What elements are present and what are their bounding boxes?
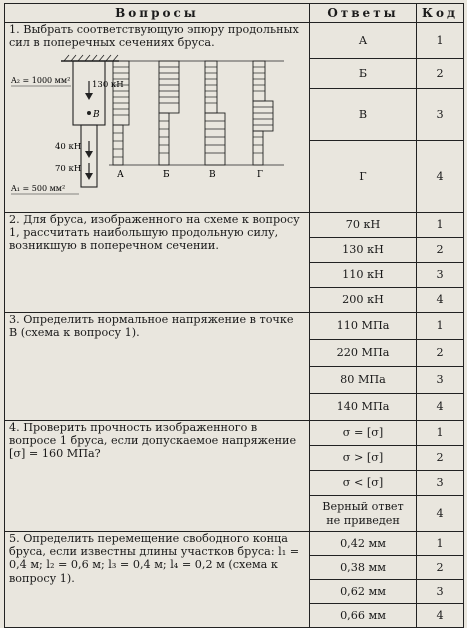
header-row: [5, 4, 464, 23]
q4-answer-1[interactable]: σ = [σ]: [310, 421, 417, 446]
q4-text: 4. Проверить прочность изображенного в вопросе 1 бруса, если допускаемое напряжение [σ] = 160 МПа?: [9, 421, 297, 461]
q4-code-1: 1: [417, 421, 464, 446]
q2-row-1: [5, 213, 464, 238]
q1-text: 1. Выбрать соответствующую эпюру продольных сил в поперечных сечениях бруса.: [9, 23, 299, 50]
q3-answer-1[interactable]: 110 МПа: [310, 313, 417, 340]
q3-code-3: 3: [417, 367, 464, 394]
q1-cell: [5, 23, 310, 213]
q1-code-4: 4: [417, 141, 464, 213]
diagram-b-label: Б: [163, 170, 170, 181]
q2-answer-4[interactable]: 200 кН: [310, 288, 417, 313]
q4-answer-4[interactable]: Верный ответ не приведен: [310, 496, 417, 532]
q2-answer-3[interactable]: 110 кН: [310, 263, 417, 288]
area-a1-label: A₁ = 500 мм²: [11, 184, 66, 194]
q2-code-4: 4: [417, 288, 464, 313]
q5-answer-2[interactable]: 0,38 мм: [310, 556, 417, 580]
q5-answer-4[interactable]: 0,66 мм: [310, 604, 417, 628]
q4-row-1: [5, 421, 464, 446]
force-130-label: 130 кН: [92, 80, 124, 91]
q2-text: 2. Для бруса, изображенного на схеме к вопросу 1, рассчитать наибольшую продольную силу, возникшую в поперечном сечении.: [9, 213, 300, 253]
diagram-a: [113, 61, 129, 165]
q1-answer-1[interactable]: А: [310, 23, 417, 59]
q2-answer-1[interactable]: 70 кН: [310, 213, 417, 238]
q3-cell: [5, 313, 310, 421]
q5-answer-3[interactable]: 0,62 мм: [310, 580, 417, 604]
q1-code-2: 2: [417, 59, 464, 89]
diagram-v: [205, 61, 225, 165]
q5-code-2: 2: [417, 556, 464, 580]
q5-code-4: 4: [417, 604, 464, 628]
q4-code-4: 4: [417, 496, 464, 532]
q2-answer-2[interactable]: 130 кН: [310, 238, 417, 263]
q4-code-3: 3: [417, 471, 464, 496]
q3-code-2: 2: [417, 340, 464, 367]
q3-answer-4[interactable]: 140 МПа: [310, 394, 417, 421]
q5-row-1: [5, 532, 464, 556]
q1-answer-4[interactable]: Г: [310, 141, 417, 213]
q2-code-3: 3: [417, 263, 464, 288]
area-a2-label: A₂ = 1000 мм²: [11, 76, 71, 86]
force-70-label: 70 кН: [55, 164, 82, 175]
q2-code-2: 2: [417, 238, 464, 263]
q3-text: 3. Определить нормальное напряжение в точке B (схема к вопросу 1).: [9, 313, 294, 340]
q1-row-1: [5, 23, 464, 59]
q5-code-1: 1: [417, 532, 464, 556]
header-answers: Ответы: [310, 4, 417, 23]
force-40-label: 40 кН: [55, 142, 82, 153]
questions-table: [4, 3, 464, 628]
q3-row-1: [5, 313, 464, 340]
q5-code-3: 3: [417, 580, 464, 604]
diagram-b: [159, 61, 179, 165]
q1-answer-3[interactable]: В: [310, 89, 417, 141]
diagram-g-label: Г: [257, 170, 263, 181]
point-b-label: B: [93, 110, 100, 121]
q1-code-1: 1: [417, 23, 464, 59]
q3-answer-3[interactable]: 80 МПа: [310, 367, 417, 394]
point-b-marker: [87, 111, 91, 115]
q3-code-4: 4: [417, 394, 464, 421]
q2-code-1: 1: [417, 213, 464, 238]
q4-code-2: 2: [417, 446, 464, 471]
q2-cell: [5, 213, 310, 313]
diagram-v-label: В: [209, 170, 216, 181]
q5-text: 5. Определить перемещение свободного конца бруса, если известны длины участков бруса: l₁ = 0,4 м; l₂ = 0,6 м; l₃ = 0,4 м; l₄ = 0,2 м (схема к вопросу 1).: [9, 532, 300, 585]
q1-code-3: 3: [417, 89, 464, 141]
q5-answer-1[interactable]: 0,42 мм: [310, 532, 417, 556]
q1-answer-2[interactable]: Б: [310, 59, 417, 89]
diagram-g: [253, 61, 273, 165]
q3-answer-2[interactable]: 220 МПа: [310, 340, 417, 367]
q4-answer-2[interactable]: σ > [σ]: [310, 446, 417, 471]
q4-cell: [5, 421, 310, 532]
q3-code-1: 1: [417, 313, 464, 340]
q4-answer-3[interactable]: σ < [σ]: [310, 471, 417, 496]
header-questions: Вопросы: [5, 4, 310, 23]
diagram-a-label: А: [117, 170, 124, 181]
q5-cell: [5, 532, 310, 628]
header-code: Код: [417, 4, 464, 23]
q1-bar-figure: [9, 53, 301, 197]
